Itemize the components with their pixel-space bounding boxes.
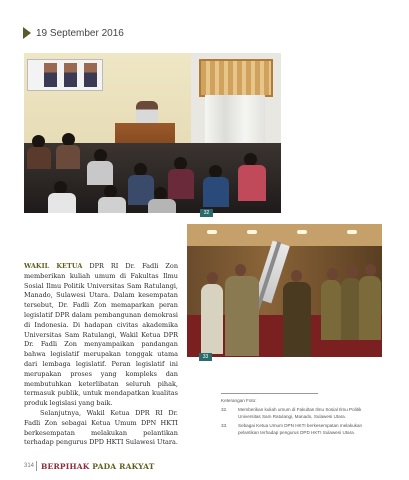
portrait-banner [27, 59, 103, 91]
footer-divider [36, 461, 37, 471]
article-body [24, 262, 178, 448]
brand-part-1: BERPIHAK [41, 461, 90, 471]
article-lead: WAKIL KETUA [24, 262, 83, 270]
article-paragraph: Selanjutnya, Wakil Ketua DPR RI Dr. Fadli Zon sebagai Ketua Umum DPN HKTI berkesempatan melakukan pelantikan terhadap pengurus DPD HKTI Sulawesi Utara. [24, 408, 178, 447]
page-number: 314 [24, 463, 35, 469]
photo-number-badge: 32 [200, 209, 213, 217]
page-footer [24, 461, 155, 471]
triangle-marker-icon [23, 27, 31, 39]
date-header [23, 27, 124, 39]
photo-number-badge: 33 [199, 353, 212, 361]
caption-number: 33. [221, 423, 228, 428]
date-text: 19 September 2016 [36, 27, 124, 39]
brand-part-2: PADA RAKYAT [89, 461, 155, 471]
photo-lecture [24, 53, 281, 213]
article-paragraph [24, 262, 178, 409]
caption-text: Sebagai Ketua Umum DPN HKTI berkesempatan melakukan pelantikan terhadap pengurus DPD HKTI Sulawesi Utara. [238, 423, 363, 435]
caption-item [221, 422, 371, 436]
caption-divider [221, 393, 318, 394]
photo-inauguration [187, 224, 382, 357]
caption-number: 32. [221, 407, 228, 412]
article-paragraph-text: DPR RI Dr. Fadli Zon memberikan kuliah umum di Fakultas Ilmu Sosial Ilmu Politik Universitas Sam Ratulangi, Manado, Sulawesi Utara. Dalam kesempatan tersebut, Dr. Fadli Zon memaparkan peran legislatif DPR dalam pembangunan demokrasi di Indonesia. Di hadapan civitas akademika Universitas Sam Ratulangi, Wakil Ketua DPR Dr. Fadli Zon menyampaikan pandangan bahwa legislatif merupakan tonggak utama dari lembaga legislatif. Peran legislatif ini merupakan proses yang kompleks dan membutuhkan keterlibatan seluruh pihak, termasuk publik, untuk mendapatkan kualitas produk legislasi yang baik. [24, 262, 179, 408]
caption-text: Memberikan kuliah umum di Fakultas Ilmu Sosial Ilmu Politik Universitas Sam Ratulangi, Manado, Sulawesi Utara. [238, 407, 362, 419]
caption-item [221, 406, 371, 420]
caption-heading: Keterangan Foto: [221, 398, 257, 403]
footer-brand [41, 462, 155, 471]
photo-caption [221, 397, 371, 438]
